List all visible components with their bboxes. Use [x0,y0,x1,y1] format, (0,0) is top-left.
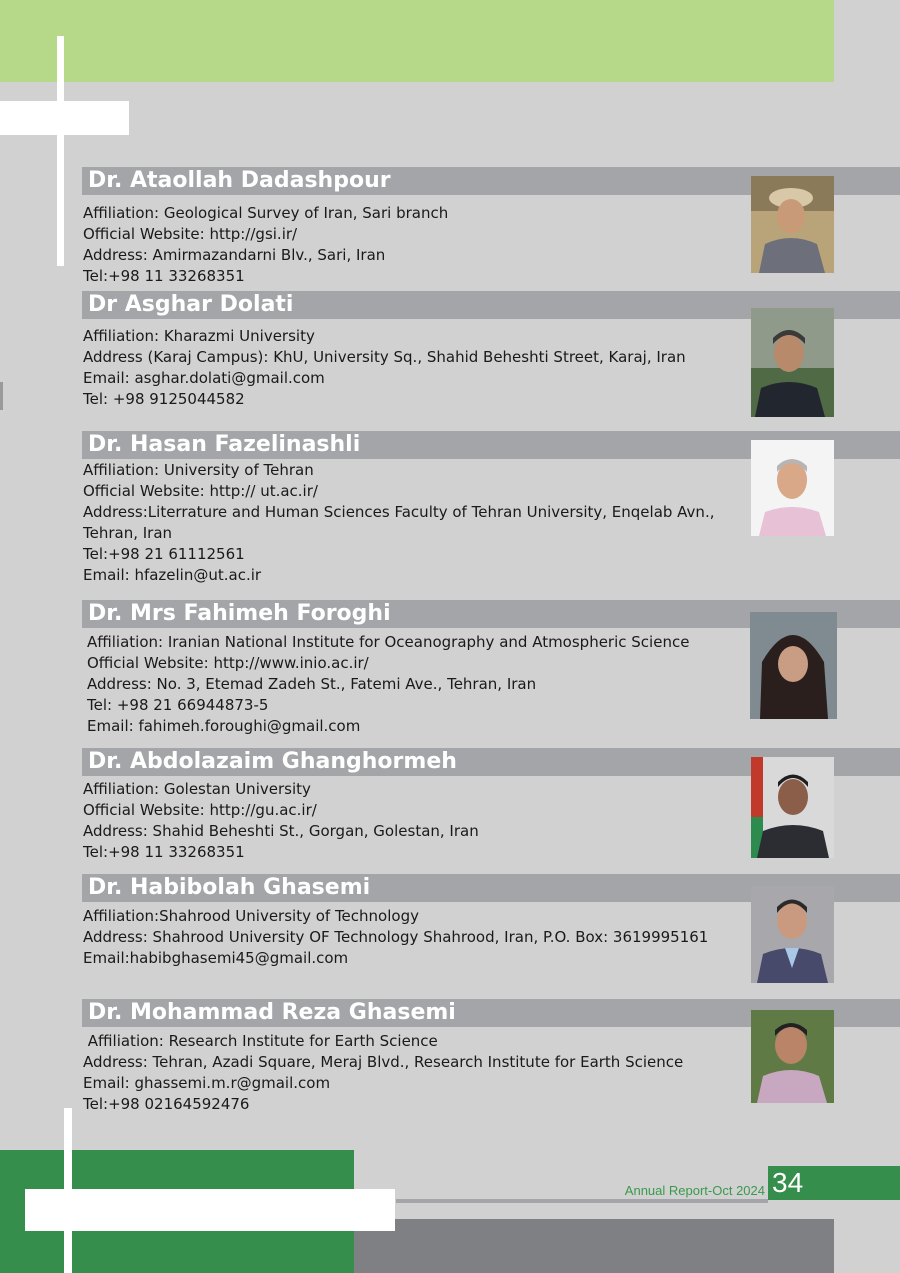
portrait-photo [751,886,834,983]
address-line: Address: Amirmazandarni Blv., Sari, Iran [83,246,386,264]
person-name: Dr. Ataollah Dadashpour [88,168,391,193]
tel-line: Tel:+98 02164592476 [83,1095,250,1113]
portrait-photo [751,308,834,417]
portrait-photo [751,176,834,273]
contact-info [83,1031,733,1115]
contact-info [83,460,733,586]
email-line: Email: fahimeh.foroughi@gmail.com [87,717,361,735]
email-line: Email: asghar.dolati@gmail.com [83,369,325,387]
report-label: Annual Report-Oct 2024 [624,1183,765,1198]
tel-line: Tel:+98 11 33268351 [83,843,245,861]
decorative-left-tick [0,382,3,410]
website-line: Official Website: http://www.inio.ac.ir/ [87,654,369,672]
address-line: Address: Tehran, Azadi Square, Meraj Blvd., Research Institute for Earth Science [83,1053,684,1071]
email-line: Email: hfazelin@ut.ac.ir [83,566,262,584]
email-line: Email: ghassemi.m.r@gmail.com [83,1074,331,1092]
header-green-band [0,0,834,82]
person-name: Dr. Mrs Fahimeh Foroghi [88,601,391,626]
footer-white-bar [25,1189,395,1231]
tel-line: Tel: +98 21 66944873-5 [87,696,269,714]
contact-info [83,779,733,863]
portrait-photo [751,757,834,858]
website-line: Official Website: http:// ut.ac.ir/ [83,482,318,500]
contact-info [87,632,737,737]
affiliation-line: Affiliation: Iranian National Institute for Oceanography and Atmospheric Science [87,633,690,651]
page-number: 34 [772,1167,804,1198]
affiliation-line: Affiliation:Shahrood University of Technology [83,907,419,925]
address-line: Address: Shahrood University OF Technology Shahrood, Iran, P.O. Box: 3619995161 [83,928,709,946]
page-number-box [768,1166,900,1200]
portrait-photo [751,440,834,536]
contact-info [83,326,733,410]
website-line: Official Website: http://gsi.ir/ [83,225,298,243]
address-line: Address (Karaj Campus): KhU, University Sq., Shahid Beheshti Street, Karaj, Iran [83,348,686,366]
header-grey-corner [834,0,900,82]
website-line: Official Website: http://gu.ac.ir/ [83,801,317,819]
tel-line: Tel:+98 11 33268351 [83,267,245,285]
email-line: Email:habibghasemi45@gmail.com [83,949,349,967]
contact-info [83,203,733,287]
affiliation-line: Affiliation: Kharazmi University [83,327,315,345]
affiliation-line: Affiliation: Golestan University [83,780,311,798]
tel-line: Tel: +98 9125044582 [83,390,245,408]
affiliation-line: Affiliation: Geological Survey of Iran, Sari branch [83,204,449,222]
person-name: Dr. Habibolah Ghasemi [88,875,371,900]
affiliation-line: Affiliation: University of Tehran [83,461,314,479]
footer-divider-line [396,1199,768,1203]
footer-grey-block [354,1219,834,1273]
person-name: Dr. Mohammad Reza Ghasemi [88,1000,456,1025]
person-name: Dr. Abdolazaim Ghanghormeh [88,749,457,774]
person-name: Dr. Hasan Fazelinashli [88,432,361,457]
contact-info [83,906,733,969]
decorative-white-vertical-line [57,36,64,266]
tel-line: Tel:+98 21 61112561 [83,545,245,563]
decorative-white-horizontal-bar [0,101,129,135]
address-line: Address:Literrature and Human Sciences Faculty of Tehran University, Enqelab Avn., Tehran, Iran [83,503,715,542]
portrait-photo [750,612,837,719]
footer-white-vertical-line [64,1108,72,1273]
address-line: Address: Shahid Beheshti St., Gorgan, Golestan, Iran [83,822,479,840]
portrait-photo [751,1010,834,1103]
address-line: Address: No. 3, Etemad Zadeh St., Fatemi Ave., Tehran, Iran [87,675,537,693]
affiliation-line: Affiliation: Research Institute for Earth Science [83,1032,438,1050]
person-name: Dr Asghar Dolati [88,292,294,317]
